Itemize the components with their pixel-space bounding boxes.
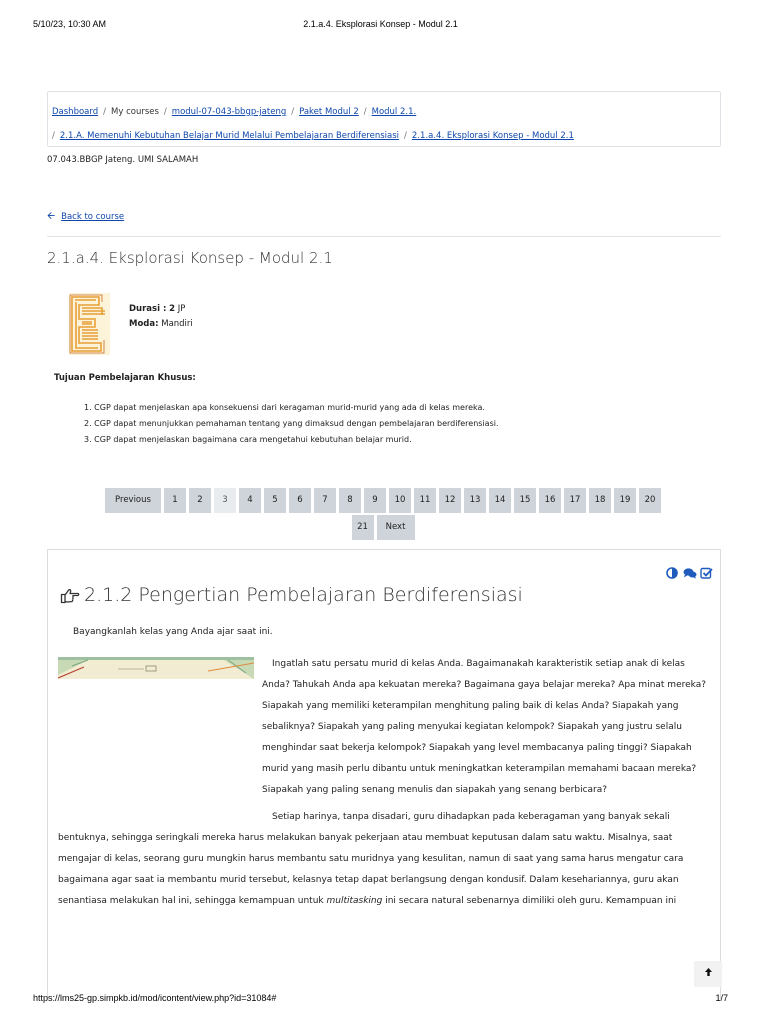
objectives-list (84, 400, 499, 448)
intro-text: Bayangkanlah kelas yang Anda ajar saat ini. (73, 627, 273, 637)
page-12-button[interactable]: 12 (439, 488, 461, 513)
print-url: https://lms25-gp.simpkb.id/mod/icontent/view.php?id=31084# (33, 993, 277, 1003)
objectives-title: Tujuan Pembelajaran Khusus: (54, 373, 196, 383)
divider (47, 236, 721, 237)
print-header (33, 19, 728, 31)
list-item: 2. CGP dapat menunjukkan pemahaman tentang yang dimaksud dengan pembelajaran berdiferensiasi. (84, 419, 499, 428)
breadcrumb-module[interactable]: Modul 2.1. (371, 107, 417, 117)
page-13-button[interactable]: 13 (464, 488, 486, 513)
comments-icon[interactable] (683, 564, 695, 576)
page-10-button[interactable]: 10 (389, 488, 411, 513)
back-to-course[interactable] (47, 209, 124, 226)
list-item: 3. CGP dapat menjelaskan bagaimana cara mengetahui kebutuhan belajar murid. (84, 435, 412, 444)
card-toolbar (666, 564, 712, 576)
previous-button[interactable]: Previous (105, 488, 161, 513)
page-14-button[interactable]: 14 (489, 488, 511, 513)
page-8-button[interactable]: 8 (339, 488, 361, 513)
print-page-number: 1/7 (715, 993, 728, 1003)
module-meta (129, 302, 193, 332)
page-21-button[interactable]: 21 (352, 515, 374, 540)
breadcrumb-current[interactable]: 2.1.a.4. Eksplorasi Konsep - Modul 2.1 (411, 131, 574, 141)
breadcrumb-dashboard[interactable]: Dashboard (52, 107, 99, 117)
page-6-button[interactable]: 6 (289, 488, 311, 513)
page-20-button[interactable]: 20 (639, 488, 661, 513)
breadcrumb-course[interactable]: modul-07-043-bbgp-jateng (171, 107, 287, 117)
scroll-to-top-button[interactable] (694, 961, 722, 987)
page-18-button[interactable]: 18 (589, 488, 611, 513)
next-button[interactable]: Next (377, 515, 415, 540)
page-2-button[interactable]: 2 (189, 488, 211, 513)
print-doc-title: 2.1.a.4. Eksplorasi Konsep - Modul 2.1 (303, 19, 458, 29)
user-info: 07.043.BBGP Jateng. UMI SALAMAH (47, 155, 199, 165)
page-16-button[interactable]: 16 (539, 488, 561, 513)
page-9-button[interactable]: 9 (364, 488, 386, 513)
breadcrumb-separator: / (404, 131, 407, 141)
mode: Moda: Mandiri (129, 319, 193, 329)
breadcrumb-package[interactable]: Paket Modul 2 (299, 107, 359, 117)
list-item: 1. CGP dapat menjelaskan apa konsekuensi dari keragaman murid-murid yang ada di kelas mereka. (84, 403, 485, 412)
module-logo (69, 293, 110, 355)
print-datetime: 5/10/23, 10:30 AM (33, 19, 107, 29)
breadcrumb (47, 91, 721, 147)
paragraph: Ingatlah satu persatu murid di kelas Anda. Bagaimanakah karakteristik setiap anak di kelas Anda? Tahukah Anda apa kekuatan mereka? Bagaimana gaya belajar mereka? Apa minat mereka? Siapakah yang memiliki keterampilan menghitung paling baik di kelas Anda? Siapakah yang sebaliknya? Siapakah yang paling menyukai kegiatan kelompok? Siapakah yang justru selalu menghindar saat bekerja kelompok? Siapakah yang level membacanya paling tinggi? Siapakah murid yang masih perlu dibantu untuk meningkatkan keterampilan memahami bacaan mereka? Siapakah yang paling senang menulis dan siapakah yang senang berbicara? (262, 659, 707, 795)
back-to-course-link[interactable]: Back to course (61, 212, 125, 222)
arrow-left-icon: 🡨 (47, 211, 56, 222)
page-15-button[interactable]: 15 (514, 488, 536, 513)
breadcrumb-separator: / (163, 107, 167, 117)
page-1-button[interactable]: 1 (164, 488, 186, 513)
arrow-up-icon (704, 967, 713, 977)
breadcrumb-separator: / (363, 107, 367, 117)
page-3-button[interactable]: 3 (214, 488, 236, 513)
section-heading-text: 2.1.2 Pengertian Pembelajaran Berdiferensiasi (84, 584, 523, 606)
section-heading (60, 584, 523, 606)
print-footer (33, 993, 728, 1005)
breadcrumb-my-courses: My courses (111, 107, 159, 117)
paragraph: Setiap harinya, tanpa disadari, guru dihadapkan pada keberagaman yang banyak sekali bentuknya, sehingga seringkali mereka harus melakukan banyak pekerjaan atau membuat keputusan dalam satu waktu. Misalnya, saat mengajar di kelas, seorang guru mungkin harus membantu satu muridnya yang kesulitan, namun di saat yang sama harus mengatur cara bagaimana agar saat ia membantu murid tersebut, kelasnya tetap dapat berlangsung dengan kondusif. Dalam kesehariannya, guru akan senantiasa melakukan hal ini, sehingga kemampuan untuk multitasking ini secara natural sebenarnya dimiliki oleh guru. Kemampuan ini (58, 812, 684, 906)
pagination (57, 488, 709, 542)
breadcrumb-separator: / (52, 131, 55, 141)
image-spacer (58, 654, 262, 814)
breadcrumb-separator: / (103, 107, 106, 117)
breadcrumb-section[interactable]: 2.1.A. Memenuhi Kebutuhan Belajar Murid Melalui Pembelajaran Berdiferensiasi (59, 131, 400, 141)
page-5-button[interactable]: 5 (264, 488, 286, 513)
page-7-button[interactable]: 7 (314, 488, 336, 513)
breadcrumb-separator: / (291, 107, 295, 117)
duration: Durasi : 2 JP (129, 304, 186, 314)
contrast-icon[interactable] (666, 564, 678, 576)
page-title: 2.1.a.4. Eksplorasi Konsep - Modul 2.1 (47, 249, 333, 267)
content-card (47, 549, 721, 999)
checkbox-icon[interactable] (700, 564, 712, 576)
page-19-button[interactable]: 19 (614, 488, 636, 513)
hand-point-right-icon (60, 588, 80, 604)
page-17-button[interactable]: 17 (564, 488, 586, 513)
page-11-button[interactable]: 11 (414, 488, 436, 513)
page-4-button[interactable]: 4 (239, 488, 261, 513)
lesson-body (58, 654, 706, 918)
